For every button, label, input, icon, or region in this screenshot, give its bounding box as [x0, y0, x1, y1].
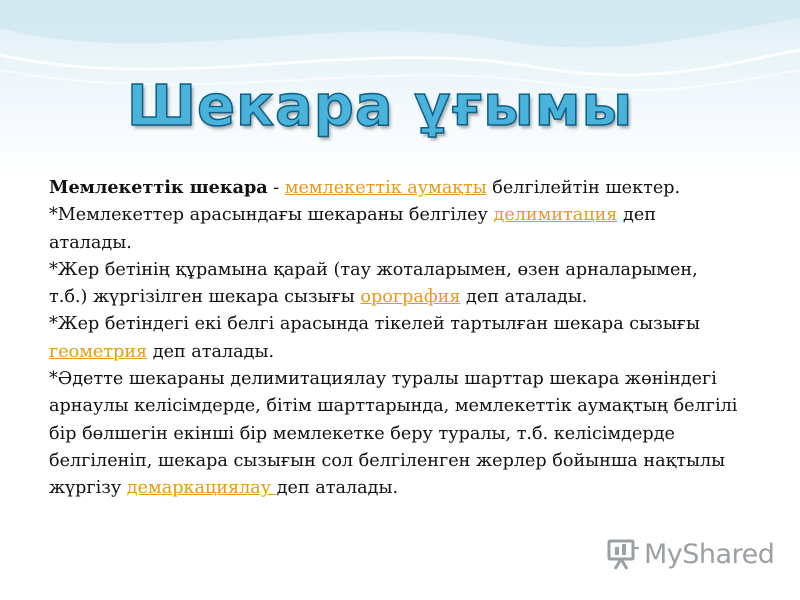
dash-text: - — [267, 178, 285, 198]
link-orography[interactable]: орография — [360, 287, 461, 308]
paragraph-text: деп аталады. — [147, 341, 275, 362]
paragraph-delimitation — [49, 202, 739, 257]
paragraph-geometry — [49, 311, 739, 366]
paragraph-definition — [49, 174, 739, 202]
link-demarcation[interactable]: демаркациялау — [126, 478, 277, 499]
paragraph-text: *Мемлекеттер арасындағы шекараны белгілеу — [49, 205, 494, 226]
paragraph-text: *Әдетте шекараны делимитациялау туралы шарттар шекара жөніндегі арнаулы келісімдерде, бітім шарттарында, мемлекеттік аумақтың белгілі бір бөлшегін екінші бір мемлекетке беру туралы, т.б. келісімдерде белгіленіп, шекара сызығын сол белгіленген жерлер бойынша нақтылы жүргізу — [49, 369, 738, 499]
paragraph-demarcation — [49, 366, 739, 502]
slide-body — [49, 174, 739, 503]
paragraph-orography — [49, 257, 739, 312]
slide-title: Шекара ұғымы — [126, 74, 634, 139]
presentation-board-icon — [606, 538, 640, 570]
paragraph-text: белгілейтін шектер. — [486, 178, 681, 198]
paragraph-text: *Жер бетінің құрамына қарай (тау жоталарымен, өзен арналарымен, т.б.) жүргізілген шекара сызығы — [49, 259, 698, 308]
myshared-logo[interactable] — [606, 534, 776, 574]
logo-text: MyShared — [644, 538, 775, 570]
term-state-border: Мемлекеттік шекара — [49, 177, 268, 198]
link-state-territory[interactable]: мемлекеттік аумақты — [284, 178, 487, 198]
paragraph-text: деп аталады. — [276, 478, 399, 499]
paragraph-text: деп аталады. — [460, 287, 588, 308]
link-geometry[interactable]: геометрия — [49, 341, 148, 362]
paragraph-text: деп аталады. — [49, 205, 656, 253]
paragraph-text: *Жер бетіндегі екі белгі арасында тікелей тартылған шекара сызығы — [49, 314, 700, 335]
link-delimitation[interactable]: делимитация — [493, 205, 618, 226]
